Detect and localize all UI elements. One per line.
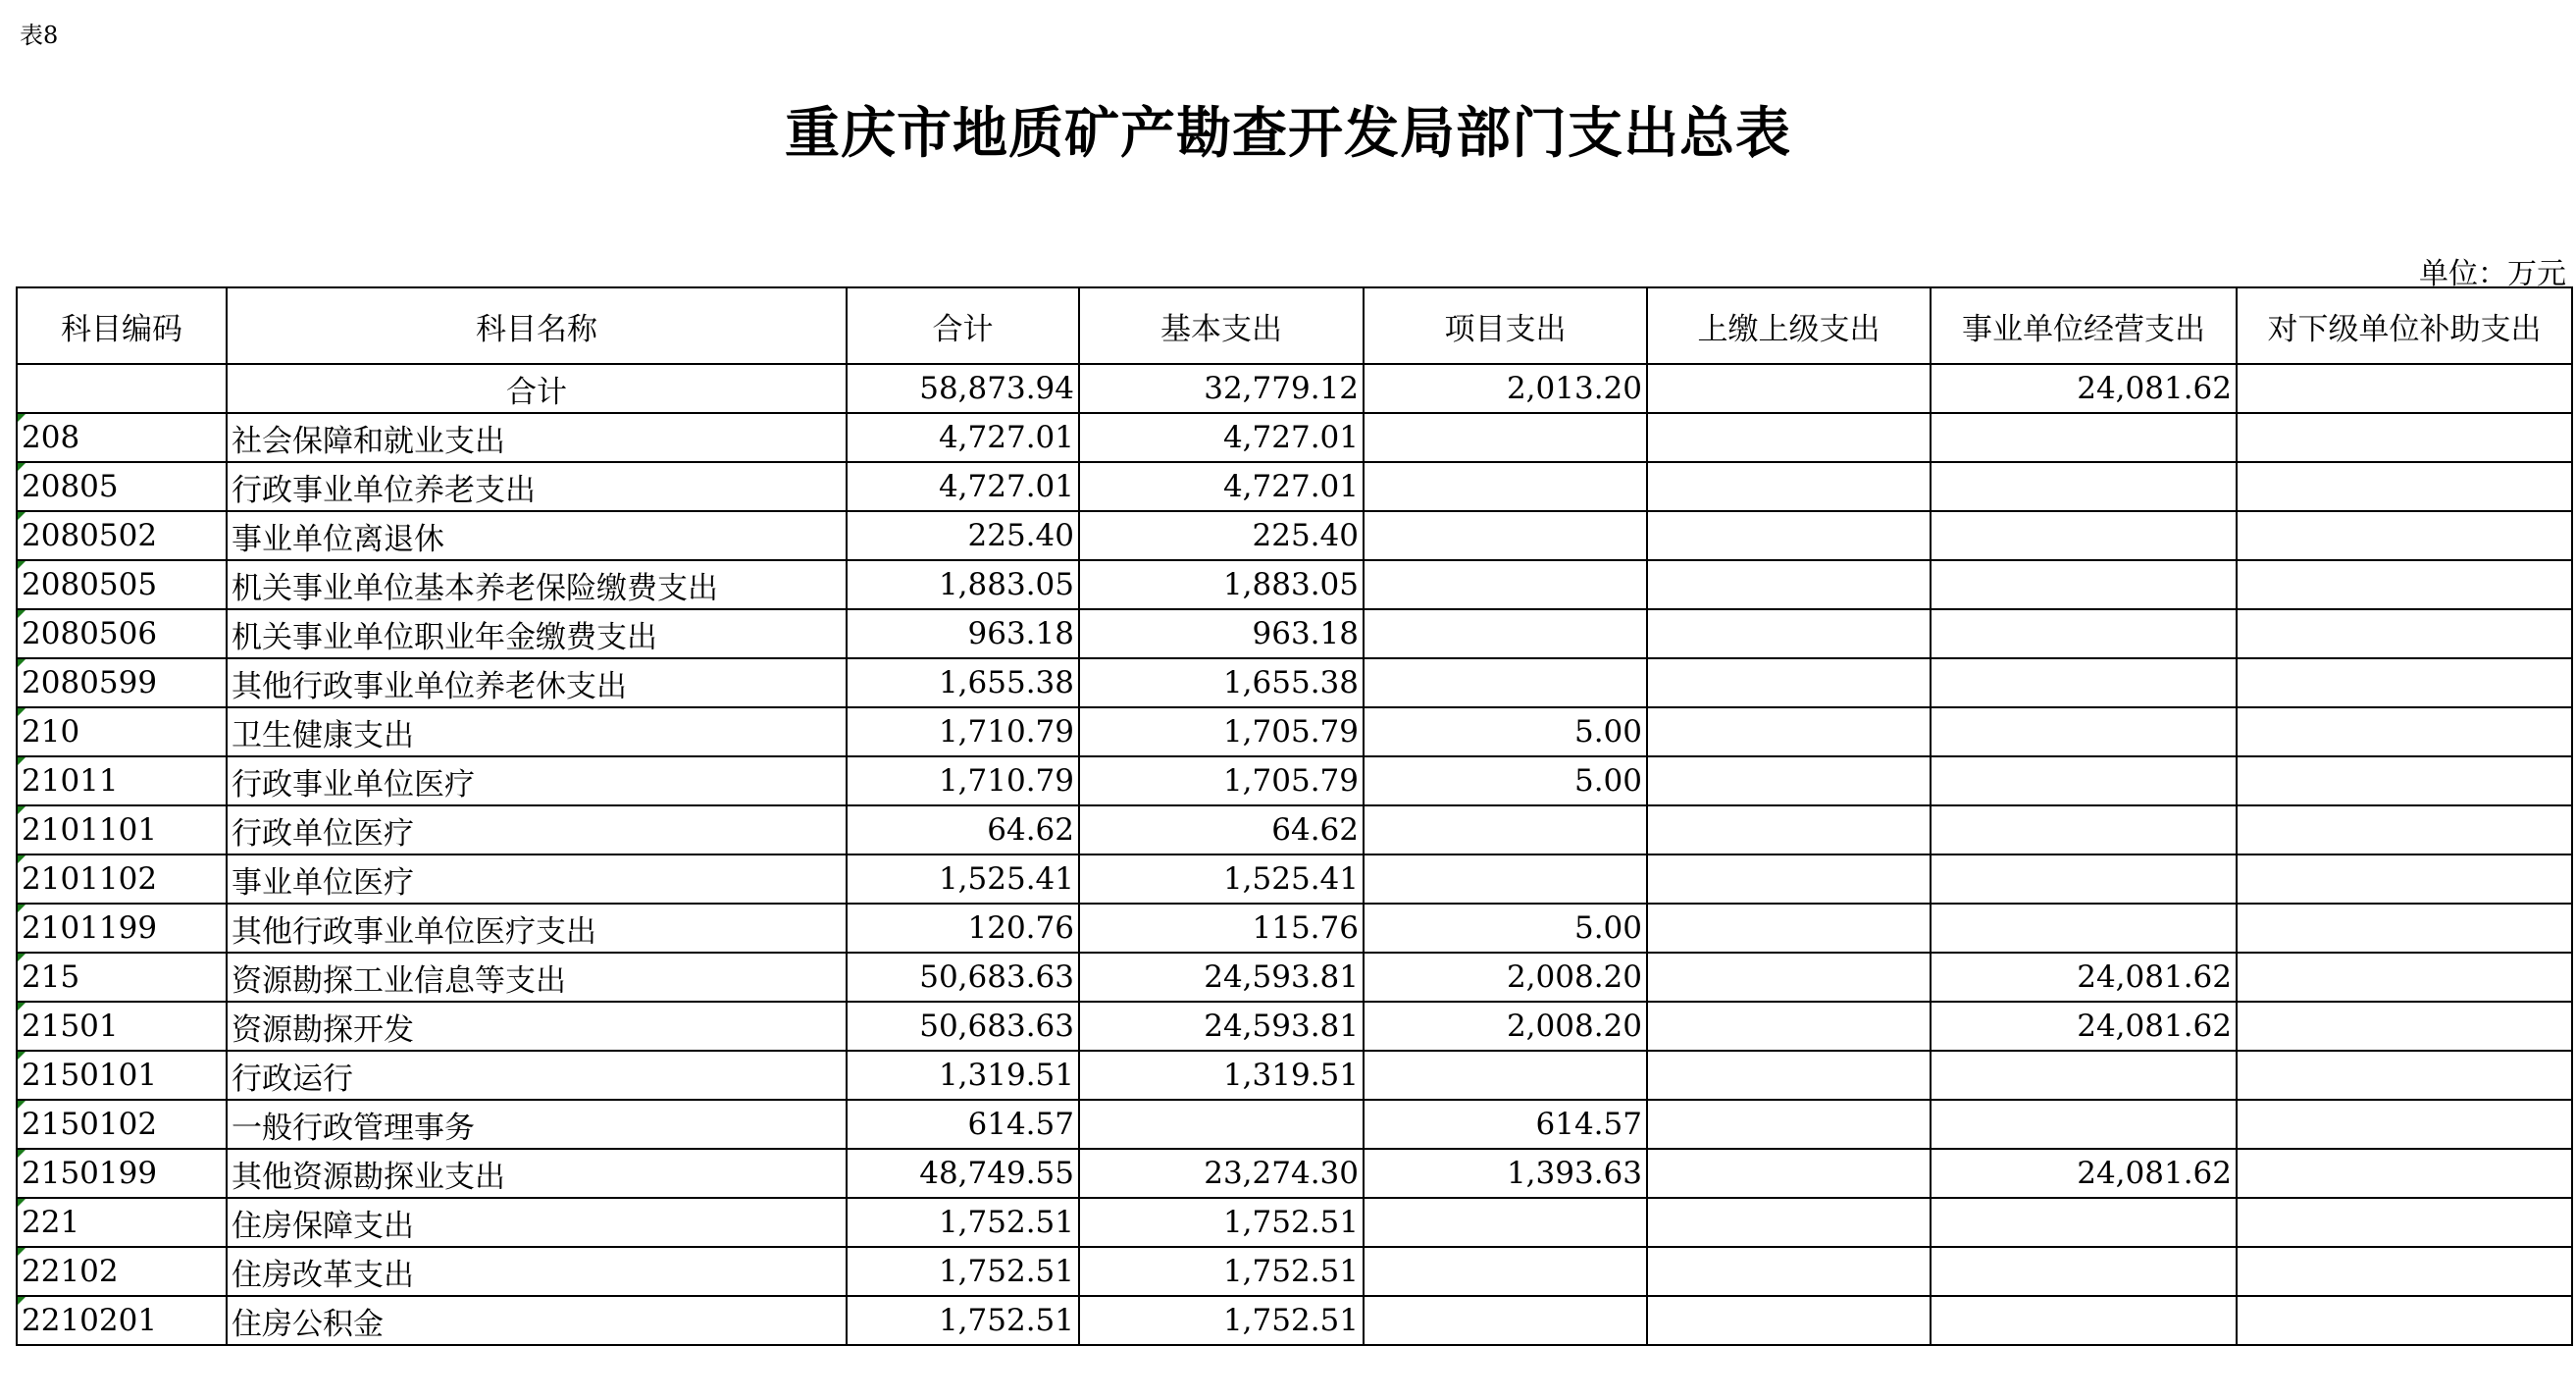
total-cell: 50,683.63 bbox=[847, 953, 1079, 1002]
business-cell: 24,081.62 bbox=[1931, 1149, 2237, 1198]
header-basic: 基本支出 bbox=[1079, 287, 1364, 364]
business-cell bbox=[1931, 854, 2237, 904]
basic-cell: 24,593.81 bbox=[1079, 953, 1364, 1002]
total-basic-cell: 32,779.12 bbox=[1079, 364, 1364, 413]
project-cell bbox=[1364, 462, 1647, 511]
table-row bbox=[17, 756, 2572, 805]
name-cell: 机关事业单位基本养老保险缴费支出 bbox=[227, 560, 847, 609]
remit-cell bbox=[1647, 1002, 1931, 1051]
name-cell: 行政事业单位医疗 bbox=[227, 756, 847, 805]
name-cell: 资源勘探开发 bbox=[227, 1002, 847, 1051]
table-row bbox=[17, 1100, 2572, 1149]
header-remit: 上缴上级支出 bbox=[1647, 287, 1931, 364]
cell-marker-icon bbox=[18, 1052, 26, 1060]
remit-cell bbox=[1647, 805, 1931, 854]
total-cell: 963.18 bbox=[847, 609, 1079, 658]
table-row bbox=[17, 462, 2572, 511]
table-row bbox=[17, 560, 2572, 609]
name-cell: 机关事业单位职业年金缴费支出 bbox=[227, 609, 847, 658]
code-cell bbox=[17, 953, 227, 1002]
total-cell: 225.40 bbox=[847, 511, 1079, 560]
cell-marker-icon bbox=[18, 905, 26, 912]
code-text: 208 bbox=[22, 420, 80, 455]
project-cell bbox=[1364, 1198, 1647, 1247]
subsidy-cell bbox=[2237, 413, 2572, 462]
code-text: 2080505 bbox=[22, 567, 158, 602]
table-row bbox=[17, 1296, 2572, 1345]
project-cell bbox=[1364, 805, 1647, 854]
code-cell bbox=[17, 511, 227, 560]
business-cell bbox=[1931, 609, 2237, 658]
subsidy-cell bbox=[2237, 511, 2572, 560]
code-cell bbox=[17, 904, 227, 953]
total-remit-cell bbox=[1647, 364, 1931, 413]
cell-marker-icon bbox=[18, 1101, 26, 1109]
cell-marker-icon bbox=[18, 954, 26, 961]
subsidy-cell bbox=[2237, 904, 2572, 953]
code-text: 2101199 bbox=[22, 910, 158, 946]
project-cell bbox=[1364, 609, 1647, 658]
total-cell: 1,752.51 bbox=[847, 1198, 1079, 1247]
project-cell: 2,008.20 bbox=[1364, 1002, 1647, 1051]
total-cell: 1,710.79 bbox=[847, 707, 1079, 756]
basic-cell: 24,593.81 bbox=[1079, 1002, 1364, 1051]
code-text: 2080502 bbox=[22, 518, 158, 553]
code-text: 2210201 bbox=[22, 1303, 158, 1338]
total-row bbox=[17, 364, 2572, 413]
remit-cell bbox=[1647, 1198, 1931, 1247]
code-text: 2101101 bbox=[22, 812, 158, 848]
table-row bbox=[17, 413, 2572, 462]
basic-cell: 1,752.51 bbox=[1079, 1247, 1364, 1296]
code-cell bbox=[17, 805, 227, 854]
subsidy-cell bbox=[2237, 854, 2572, 904]
project-cell bbox=[1364, 854, 1647, 904]
name-cell: 行政事业单位养老支出 bbox=[227, 462, 847, 511]
remit-cell bbox=[1647, 756, 1931, 805]
code-text: 22102 bbox=[22, 1254, 119, 1289]
project-cell: 1,393.63 bbox=[1364, 1149, 1647, 1198]
project-cell bbox=[1364, 511, 1647, 560]
remit-cell bbox=[1647, 462, 1931, 511]
cell-marker-icon bbox=[18, 1248, 26, 1256]
cell-marker-icon bbox=[18, 1297, 26, 1305]
cell-marker-icon bbox=[18, 1150, 26, 1158]
subsidy-cell bbox=[2237, 707, 2572, 756]
table-row bbox=[17, 658, 2572, 707]
business-cell bbox=[1931, 1100, 2237, 1149]
subsidy-cell bbox=[2237, 756, 2572, 805]
project-cell bbox=[1364, 1296, 1647, 1345]
code-cell bbox=[17, 1198, 227, 1247]
business-cell bbox=[1931, 1051, 2237, 1100]
header-name: 科目名称 bbox=[227, 287, 847, 364]
remit-cell bbox=[1647, 413, 1931, 462]
basic-cell: 963.18 bbox=[1079, 609, 1364, 658]
header-subsidy: 对下级单位补助支出 bbox=[2237, 287, 2572, 364]
header-business: 事业单位经营支出 bbox=[1931, 287, 2237, 364]
project-cell: 5.00 bbox=[1364, 756, 1647, 805]
remit-cell bbox=[1647, 609, 1931, 658]
name-cell: 社会保障和就业支出 bbox=[227, 413, 847, 462]
total-business-cell: 24,081.62 bbox=[1931, 364, 2237, 413]
table-row bbox=[17, 805, 2572, 854]
code-cell bbox=[17, 1247, 227, 1296]
code-text: 2150101 bbox=[22, 1058, 158, 1093]
table-row bbox=[17, 1247, 2572, 1296]
code-text: 21011 bbox=[22, 763, 119, 799]
business-cell bbox=[1931, 1247, 2237, 1296]
business-cell bbox=[1931, 707, 2237, 756]
business-cell bbox=[1931, 1198, 2237, 1247]
project-cell bbox=[1364, 1051, 1647, 1100]
business-cell bbox=[1931, 1296, 2237, 1345]
table-row bbox=[17, 1051, 2572, 1100]
total-cell: 1,752.51 bbox=[847, 1247, 1079, 1296]
table-row bbox=[17, 609, 2572, 658]
basic-cell: 1,705.79 bbox=[1079, 756, 1364, 805]
name-cell: 事业单位医疗 bbox=[227, 854, 847, 904]
business-cell bbox=[1931, 756, 2237, 805]
remit-cell bbox=[1647, 904, 1931, 953]
total-cell: 614.57 bbox=[847, 1100, 1079, 1149]
table-row bbox=[17, 1198, 2572, 1247]
name-cell: 住房改革支出 bbox=[227, 1247, 847, 1296]
remit-cell bbox=[1647, 953, 1931, 1002]
basic-cell: 64.62 bbox=[1079, 805, 1364, 854]
table-row bbox=[17, 953, 2572, 1002]
subsidy-cell bbox=[2237, 1296, 2572, 1345]
cell-marker-icon bbox=[18, 806, 26, 814]
cell-marker-icon bbox=[18, 757, 26, 765]
total-project-cell: 2,013.20 bbox=[1364, 364, 1647, 413]
code-cell bbox=[17, 462, 227, 511]
page-title: 重庆市地质矿产勘查开发局部门支出总表 bbox=[785, 102, 1791, 166]
business-cell bbox=[1931, 805, 2237, 854]
subsidy-cell bbox=[2237, 560, 2572, 609]
project-cell: 5.00 bbox=[1364, 707, 1647, 756]
total-cell: 64.62 bbox=[847, 805, 1079, 854]
cell-marker-icon bbox=[18, 708, 26, 716]
name-cell: 住房公积金 bbox=[227, 1296, 847, 1345]
code-text: 2101102 bbox=[22, 861, 158, 897]
table-number-label: 表8 bbox=[20, 22, 59, 49]
code-text: 215 bbox=[22, 959, 80, 995]
basic-cell: 1,883.05 bbox=[1079, 560, 1364, 609]
code-text: 21501 bbox=[22, 1009, 119, 1044]
cell-marker-icon bbox=[18, 414, 26, 422]
remit-cell bbox=[1647, 707, 1931, 756]
remit-cell bbox=[1647, 658, 1931, 707]
subsidy-cell bbox=[2237, 1100, 2572, 1149]
total-cell: 1,883.05 bbox=[847, 560, 1079, 609]
code-cell bbox=[17, 413, 227, 462]
business-cell: 24,081.62 bbox=[1931, 1002, 2237, 1051]
code-text: 2150102 bbox=[22, 1107, 158, 1142]
code-text: 210 bbox=[22, 714, 80, 750]
project-cell: 614.57 bbox=[1364, 1100, 1647, 1149]
code-cell bbox=[17, 1051, 227, 1100]
basic-cell bbox=[1079, 1100, 1364, 1149]
total-cell: 1,525.41 bbox=[847, 854, 1079, 904]
table-row bbox=[17, 707, 2572, 756]
basic-cell: 1,752.51 bbox=[1079, 1198, 1364, 1247]
subsidy-cell bbox=[2237, 609, 2572, 658]
subsidy-cell bbox=[2237, 1002, 2572, 1051]
code-cell bbox=[17, 560, 227, 609]
code-cell bbox=[17, 609, 227, 658]
cell-marker-icon bbox=[18, 855, 26, 863]
project-cell bbox=[1364, 1247, 1647, 1296]
project-cell: 2,008.20 bbox=[1364, 953, 1647, 1002]
name-cell: 住房保障支出 bbox=[227, 1198, 847, 1247]
basic-cell: 225.40 bbox=[1079, 511, 1364, 560]
cell-marker-icon bbox=[18, 463, 26, 471]
expenditure-table bbox=[16, 286, 2573, 1346]
unit-label: 单位：万元 bbox=[2419, 257, 2566, 291]
cell-marker-icon bbox=[18, 1199, 26, 1207]
name-cell: 资源勘探工业信息等支出 bbox=[227, 953, 847, 1002]
basic-cell: 1,525.41 bbox=[1079, 854, 1364, 904]
total-label-cell: 合计 bbox=[227, 364, 847, 413]
remit-cell bbox=[1647, 1149, 1931, 1198]
subsidy-cell bbox=[2237, 805, 2572, 854]
name-cell: 一般行政管理事务 bbox=[227, 1100, 847, 1149]
project-cell: 5.00 bbox=[1364, 904, 1647, 953]
business-cell bbox=[1931, 560, 2237, 609]
subsidy-cell bbox=[2237, 953, 2572, 1002]
basic-cell: 4,727.01 bbox=[1079, 462, 1364, 511]
basic-cell: 23,274.30 bbox=[1079, 1149, 1364, 1198]
code-cell bbox=[17, 1100, 227, 1149]
code-text: 221 bbox=[22, 1205, 80, 1240]
total-cell: 4,727.01 bbox=[847, 462, 1079, 511]
code-text: 20805 bbox=[22, 469, 119, 504]
code-text: 2150199 bbox=[22, 1156, 158, 1191]
code-cell bbox=[17, 756, 227, 805]
code-text: 2080506 bbox=[22, 616, 158, 651]
subsidy-cell bbox=[2237, 1149, 2572, 1198]
business-cell: 24,081.62 bbox=[1931, 953, 2237, 1002]
subsidy-cell bbox=[2237, 462, 2572, 511]
total-cell: 4,727.01 bbox=[847, 413, 1079, 462]
remit-cell bbox=[1647, 511, 1931, 560]
total-cell: 1,655.38 bbox=[847, 658, 1079, 707]
cell-marker-icon bbox=[18, 1003, 26, 1010]
name-cell: 事业单位离退休 bbox=[227, 511, 847, 560]
table-row bbox=[17, 854, 2572, 904]
subsidy-cell bbox=[2237, 1247, 2572, 1296]
code-text: 2080599 bbox=[22, 665, 158, 700]
business-cell bbox=[1931, 462, 2237, 511]
basic-cell: 4,727.01 bbox=[1079, 413, 1364, 462]
total-cell: 1,752.51 bbox=[847, 1296, 1079, 1345]
code-cell bbox=[17, 1149, 227, 1198]
remit-cell bbox=[1647, 854, 1931, 904]
cell-marker-icon bbox=[18, 610, 26, 618]
business-cell bbox=[1931, 511, 2237, 560]
remit-cell bbox=[1647, 1296, 1931, 1345]
subsidy-cell bbox=[2237, 658, 2572, 707]
code-cell bbox=[17, 1002, 227, 1051]
header-project: 项目支出 bbox=[1364, 287, 1647, 364]
business-cell bbox=[1931, 658, 2237, 707]
code-cell bbox=[17, 1296, 227, 1345]
cell-marker-icon bbox=[18, 512, 26, 520]
code-cell bbox=[17, 854, 227, 904]
basic-cell: 1,319.51 bbox=[1079, 1051, 1364, 1100]
header-row bbox=[17, 287, 2572, 364]
table-row bbox=[17, 1002, 2572, 1051]
basic-cell: 1,655.38 bbox=[1079, 658, 1364, 707]
total-cell: 1,710.79 bbox=[847, 756, 1079, 805]
table-row bbox=[17, 511, 2572, 560]
business-cell bbox=[1931, 413, 2237, 462]
basic-cell: 115.76 bbox=[1079, 904, 1364, 953]
name-cell: 其他行政事业单位养老休支出 bbox=[227, 658, 847, 707]
business-cell bbox=[1931, 904, 2237, 953]
header-total: 合计 bbox=[847, 287, 1079, 364]
remit-cell bbox=[1647, 1051, 1931, 1100]
cell-marker-icon bbox=[18, 561, 26, 569]
table-row bbox=[17, 1149, 2572, 1198]
project-cell bbox=[1364, 658, 1647, 707]
project-cell bbox=[1364, 413, 1647, 462]
basic-cell: 1,705.79 bbox=[1079, 707, 1364, 756]
name-cell: 卫生健康支出 bbox=[227, 707, 847, 756]
remit-cell bbox=[1647, 560, 1931, 609]
total-cell: 50,683.63 bbox=[847, 1002, 1079, 1051]
total-cell: 1,319.51 bbox=[847, 1051, 1079, 1100]
name-cell: 其他行政事业单位医疗支出 bbox=[227, 904, 847, 953]
project-cell bbox=[1364, 560, 1647, 609]
remit-cell bbox=[1647, 1247, 1931, 1296]
name-cell: 行政运行 bbox=[227, 1051, 847, 1100]
code-cell bbox=[17, 707, 227, 756]
code-cell bbox=[17, 658, 227, 707]
name-cell: 其他资源勘探业支出 bbox=[227, 1149, 847, 1198]
name-cell: 行政单位医疗 bbox=[227, 805, 847, 854]
total-subsidy-cell bbox=[2237, 364, 2572, 413]
total-cell: 120.76 bbox=[847, 904, 1079, 953]
table-row bbox=[17, 904, 2572, 953]
subsidy-cell bbox=[2237, 1051, 2572, 1100]
header-code: 科目编码 bbox=[17, 287, 227, 364]
cell-marker-icon bbox=[18, 659, 26, 667]
total-cell: 48,749.55 bbox=[847, 1149, 1079, 1198]
total-code-cell bbox=[17, 364, 227, 413]
subsidy-cell bbox=[2237, 1198, 2572, 1247]
total-total-cell: 58,873.94 bbox=[847, 364, 1079, 413]
basic-cell: 1,752.51 bbox=[1079, 1296, 1364, 1345]
remit-cell bbox=[1647, 1100, 1931, 1149]
